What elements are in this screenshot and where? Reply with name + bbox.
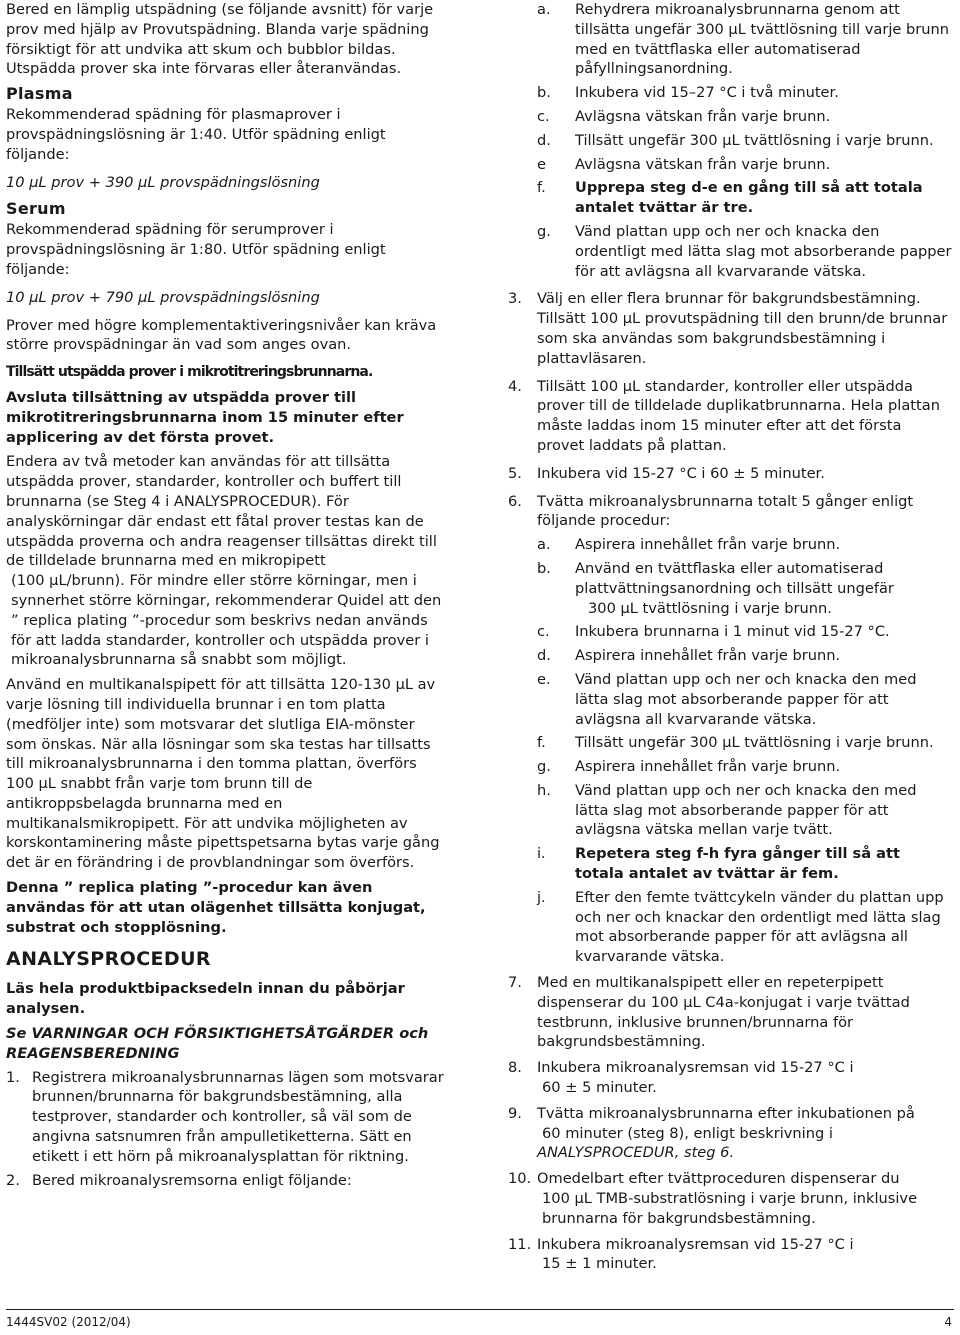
step6-substeps xyxy=(508,535,953,967)
analysprocedur-heading: ANALYSPROCEDUR xyxy=(6,948,211,971)
substep-text: Avlägsna vätskan från varje brunn. xyxy=(575,107,831,125)
substep-text: Upprepa steg d-e en gång till så att totala antalet tvättar är tre. xyxy=(575,179,923,217)
step-text-cont: 100 µL TMB-substratlösning i varje brunn, inklusive brunnarna för bakgrundsbestämning. xyxy=(542,1190,918,1227)
substep-text: Aspirera innehållet från varje brunn. xyxy=(575,647,841,665)
read-insert-note: Läs hela produktbipacksedeln innan du påbörjar analysen. xyxy=(6,980,405,1018)
step-text: Registrera mikroanalysbrunnarnas lägen som motsvarar brunnen/brunnarna för bakgrundsbestämning, alla testprover, standarder och kontroller, så väl som de angivna satsnumren från ampulletiketterna. Sätt en etikett i ett hörn på mikroanalysplattan för riktning. xyxy=(32,1068,444,1165)
substep-letter: b. xyxy=(537,84,551,102)
list-item xyxy=(508,1104,953,1163)
list-item xyxy=(6,1171,446,1191)
list-item xyxy=(508,1058,953,1098)
list-item xyxy=(508,535,953,555)
serum-formula: 10 µL prov + 790 µL provspädningslösning xyxy=(6,288,320,306)
step-number: 10. xyxy=(508,1170,532,1188)
substep-text: Rehydrera mikroanalysbrunnarna genom att tillsätta ungefär 300 µL tvättlösning till varje brunn med en tvättflaska eller automatiserad påfyllningsanordning. xyxy=(575,1,950,78)
step-number: 8. xyxy=(508,1059,522,1077)
plasma-text: Rekommenderad spädning för plasmaprover i provspädningslösning är 1:40. Utför spädning enligt följande: xyxy=(6,106,386,163)
substep-letter: b. xyxy=(537,559,551,577)
substep-letter: f. xyxy=(537,179,546,197)
list-item xyxy=(508,1169,953,1228)
substep-letter: i. xyxy=(537,845,546,863)
substep-text: Repetera steg f-h fyra gånger till så att totala antalet av tvättar är fem. xyxy=(575,845,900,883)
list-item xyxy=(508,670,953,729)
page-number: 4 xyxy=(944,1315,952,1329)
step-text: Tillsätt 100 µL standarder, kontroller eller utspädda prover till de tilldelade duplikatbrunnarna. Hela plattan måste laddas inom 15 minuter efter att det första provet laddats på plattan. xyxy=(537,377,940,454)
substep-letter: a. xyxy=(537,1,551,18)
step-text-cont: ANALYSPROCEDUR, steg 6. xyxy=(537,1144,735,1162)
step-text: Omedelbart efter tvättproceduren dispenserar du xyxy=(537,1170,900,1188)
step-number: 9. xyxy=(508,1104,522,1122)
substep-letter: d. xyxy=(537,647,551,665)
list-item xyxy=(508,733,953,753)
footer-divider xyxy=(6,1309,954,1310)
list-item xyxy=(508,289,953,368)
finish-adding-warning: Avsluta tillsättning av utspädda prover till mikrotitreringsbrunnarna inom 15 minuter efter applicering av det första provet. xyxy=(6,388,404,446)
step2-substeps xyxy=(508,0,953,281)
substep-letter: f. xyxy=(537,734,546,752)
document-code: 1444SV02 (2012/04) xyxy=(6,1315,131,1329)
step-text: Bered mikroanalysremsorna enligt följande: xyxy=(32,1171,352,1189)
see-warnings-note: Se VARNINGAR OCH FÖRSIKTIGHETSÅTGÄRDER och REAGENSBEREDNING xyxy=(6,1025,429,1062)
serum-text: Rekommenderad spädning för serumprover i provspädningslösning är 1:80. Utför spädning enligt följande: xyxy=(6,221,386,278)
step-text: Med en multikanalspipett eller en repeterpipett dispenserar du 100 µL C4a-konjugat i varje tvättad testbrunn, inklusive brunnen/brunnarna för bakgrundsbestämning. xyxy=(537,974,910,1051)
substep-letter: g. xyxy=(537,222,551,240)
list-item xyxy=(508,646,953,666)
list-item xyxy=(508,492,953,532)
list-item xyxy=(508,781,953,840)
plasma-heading: Plasma xyxy=(6,84,73,104)
step-number: 6. xyxy=(508,492,522,510)
left-column xyxy=(6,0,446,1194)
substep-text: Aspirera innehållet från varje brunn. xyxy=(575,758,841,776)
right-column xyxy=(508,0,953,1278)
substep-text: Inkubera vid 15–27 °C i två minuter. xyxy=(575,84,839,102)
list-item xyxy=(6,1068,446,1167)
substep-text: Vänd plattan upp och ner och knacka den med lätta slag mot absorberande papper för att avlägsna all kvarvarande vätska. xyxy=(575,670,917,728)
steps-list xyxy=(6,1068,446,1191)
list-item xyxy=(508,973,953,1052)
list-item xyxy=(508,377,953,456)
substep-text: Tillsätt ungefär 300 µL tvättlösning i varje brunn. xyxy=(575,131,934,149)
list-item xyxy=(508,622,953,642)
substep-letter: g. xyxy=(537,758,551,776)
methods-paragraph-cont: (100 µL/brunn). För mindre eller större körningar, men i synnerhet större körningar, rekommenderar Quidel att den ” replica plating ”-procedur som beskrivs nedan används för att ladda standarder, kontroller och utspädda prover i mikroanalysbrunnarna så snabbt som möjligt. xyxy=(11,572,442,669)
step-text: Tvätta mikroanalysbrunnarna efter inkubationen på xyxy=(537,1104,915,1122)
step-text: Inkubera mikroanalysremsan vid 15-27 °C i xyxy=(537,1235,854,1253)
step-number: 5. xyxy=(508,464,522,482)
substep-letter: c. xyxy=(537,107,550,125)
substep-text: Avlägsna vätskan från varje brunn. xyxy=(575,155,831,173)
substep-text: Aspirera innehållet från varje brunn. xyxy=(575,536,841,554)
step-number: 4. xyxy=(508,377,522,395)
list-item xyxy=(508,888,953,967)
list-item xyxy=(508,222,953,281)
list-item xyxy=(508,178,953,218)
step-text: Inkubera vid 15-27 °C i 60 ± 5 minuter. xyxy=(537,464,825,482)
list-item xyxy=(508,83,953,103)
substep-letter: e xyxy=(537,155,546,173)
substep-letter: a. xyxy=(537,536,551,554)
list-item xyxy=(508,844,953,884)
list-item xyxy=(508,155,953,175)
add-diluted-instruction: Tillsätt utspädda prover i mikrotitreringsbrunnarna. xyxy=(6,364,373,381)
substep-letter: e. xyxy=(537,670,551,688)
substep-letter: j. xyxy=(537,888,546,906)
substep-text: Vänd plattan upp och ner och knacka den med lätta slag mot absorberande papper för att avlägsna vätska mellan varje tvätt. xyxy=(575,781,917,839)
step-number: 11. xyxy=(508,1235,532,1253)
step-text: Tvätta mikroanalysbrunnarna totalt 5 gånger enligt följande procedur: xyxy=(537,492,914,530)
substep-text: Efter den femte tvättcykeln vänder du plattan upp och ner och knackar den ordentligt med lätta slag mot absorberande papper för att avlägsna all kvarvarande vätska. xyxy=(575,888,944,966)
list-item xyxy=(508,757,953,777)
step-text: Välj en eller flera brunnar för bakgrundsbestämning. Tillsätt 100 µL provutspädning till den brunn/de brunnar som ska användas som bakgrundsbestämning i plattavläsaren. xyxy=(537,290,948,367)
plasma-formula: 10 µL prov + 390 µL provspädningslösning xyxy=(6,173,320,191)
step-number: 3. xyxy=(508,290,522,308)
replica-plating-note: Denna ” replica plating ”-procedur kan även användas för att utan olägenhet tillsätta konjugat, substrat och stopplösning. xyxy=(6,879,426,936)
substep-text: Inkubera brunnarna i 1 minut vid 15-27 °C. xyxy=(575,623,890,641)
step-number: 7. xyxy=(508,974,522,992)
step-text-cont: 60 minuter (steg 8), enligt beskrivning i xyxy=(542,1124,833,1142)
step-text-cont: 15 ± 1 minuter. xyxy=(542,1255,657,1273)
substep-letter: c. xyxy=(537,623,550,641)
step-text: Inkubera mikroanalysremsan vid 15-27 °C i xyxy=(537,1059,854,1077)
list-item xyxy=(508,0,953,79)
multichannel-paragraph: Använd en multikanalspipett för att tillsätta 120-130 µL av varje lösning till individuella brunnar i en tom platta (medföljer inte) som motsvarar det slutliga EIA-mönster som önskas. När alla lösningar som ska testas har tillsatts till mikroanalysbrunnarna i den tomma plattan, överförs 100 µL snabbt från varje tom brunn till de antikroppsbelagda brunnarna med en multikanalsmikropipett. För att undvika möjligheten av korskontaminering måste pipettspetsarna bytas varje gång det är en förändring i de provblandningar som överförs. xyxy=(6,676,440,872)
substep-letter: h. xyxy=(537,781,551,799)
substep-text: Använd en tvättflaska eller automatiserad plattvättningsanordning och tillsätt ungefär xyxy=(575,559,894,597)
intro-paragraph: Bered en lämplig utspädning (se följande avsnitt) för varje prov med hjälp av Provutspädning. Blanda varje spädning försiktigt för att undvika att skum och bubblor bildas. Utspädda prover ska inte förvaras eller återanvändas. xyxy=(6,1,434,78)
serum-heading: Serum xyxy=(6,199,66,219)
substep-text-cont: 300 µL tvättlösning i varje brunn. xyxy=(588,599,832,617)
higher-levels-note: Prover med högre komplementaktiveringsnivåer kan kräva större provspädningar än vad som anges ovan. xyxy=(6,316,437,354)
step-text-cont: 60 ± 5 minuter. xyxy=(542,1079,657,1097)
substep-letter: d. xyxy=(537,131,551,149)
list-item xyxy=(508,1235,953,1275)
list-item xyxy=(508,559,953,618)
list-item xyxy=(508,107,953,127)
list-item xyxy=(508,464,953,484)
step-number: 2. xyxy=(6,1171,20,1189)
methods-paragraph: Endera av två metoder kan användas för att tillsätta utspädda prover, standarder, kontroller och buffert till brunnarna (se Steg 4 i ANALYSPROCEDUR). För analyskörningar där endast ett fåtal prover testas kan de utspädda proverna och andra reagenser tillsättas direkt till de tilldelade brunnarna med en mikropipett xyxy=(6,453,437,570)
list-item xyxy=(508,131,953,151)
step-number: 1. xyxy=(6,1068,20,1086)
substep-text: Tillsätt ungefär 300 µL tvättlösning i varje brunn. xyxy=(575,734,934,752)
substep-text: Vänd plattan upp och ner och knacka den ordentligt med lätta slag mot absorberande papper för att avlägsna all kvarvarande vätska. xyxy=(575,222,952,280)
